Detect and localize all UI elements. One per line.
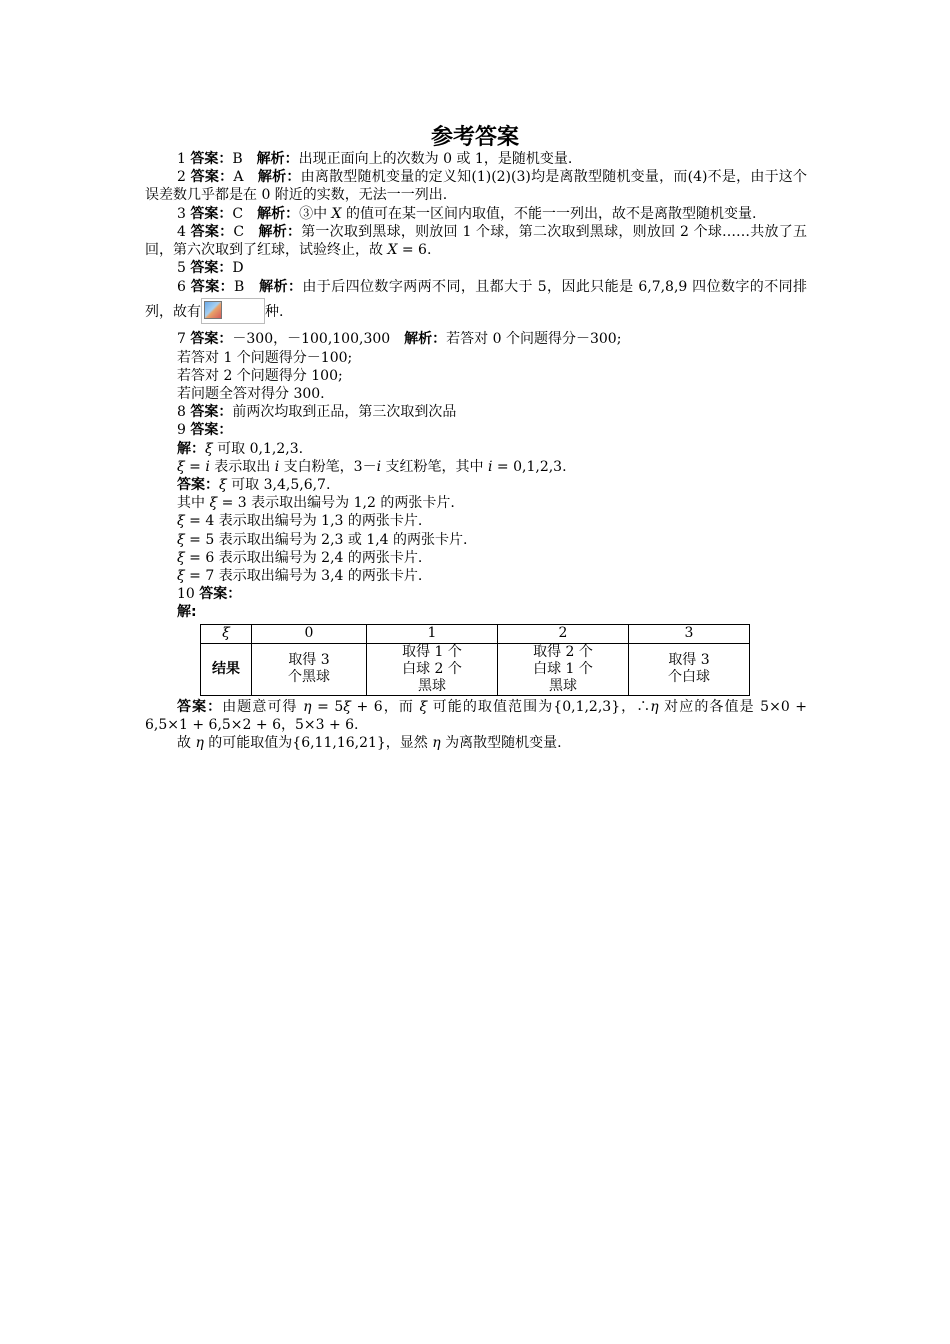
solution-line: [145, 458, 807, 476]
answer-line: [145, 494, 807, 512]
explanation-line: 若答对 1 个问题得分－100;: [177, 349, 353, 366]
answer-text: = 7 表示取出编号为 3,4 的两张卡片.: [184, 568, 423, 585]
broken-image-icon: [204, 301, 222, 319]
math-variable: ξ: [177, 568, 185, 585]
answer-item-4: [145, 223, 807, 259]
explanation-label: 解析：: [259, 279, 303, 296]
answer-value: A: [233, 169, 244, 186]
answer-text: = 5: [311, 698, 344, 715]
answer-text: 对应的各值是 5×0 + 6,5×1 + 6,5×2 + 6，5×3 + 6.: [145, 698, 807, 733]
table-header-cell: 3: [629, 624, 750, 643]
math-variable: ξ: [209, 495, 218, 512]
page-title: 参考答案: [430, 125, 519, 150]
answer-label: 答案：: [177, 477, 219, 494]
table-row: [201, 643, 750, 695]
answer-value: －300，－100,100,300: [232, 331, 391, 348]
math-variable: ξ: [343, 698, 351, 715]
answer-label: 答案：: [190, 260, 233, 277]
explanation-text: 种.: [265, 304, 284, 321]
item-number: 5: [177, 260, 186, 277]
answer-value: C: [232, 205, 244, 222]
answer-label: 答案：: [190, 151, 233, 167]
math-variable: X: [387, 242, 398, 259]
answer-text: + 6，而: [350, 698, 420, 715]
math-variable: η: [195, 735, 204, 752]
answer-item-5: [145, 259, 807, 277]
math-variable: ξ: [177, 458, 185, 475]
answer-text: = 5 表示取出编号为 2,3 或 1,4 的两张卡片.: [184, 531, 468, 548]
math-variable: η: [303, 698, 312, 715]
answer-item-10: [145, 585, 807, 603]
math-variable: i: [274, 458, 280, 475]
explanation-text: 第一次取到黑球，则放回 1 个球，第二次取到黑球，则放回 2 个球……共放了五回，第六次取到了红球，试验终止，故: [145, 223, 807, 259]
cell-line: 黑球: [549, 677, 577, 694]
explanation-text: 由离散型随机变量的定义知(1)(2)(3)均是离散型随机变量，而(4)不是，由于这个误差数几乎都是在 0 附近的实数，无法一一列出.: [145, 169, 808, 204]
math-variable: i: [376, 458, 382, 475]
cell-line: 白球 1 个: [533, 660, 593, 677]
answer-value: D: [232, 260, 244, 277]
answer-text: 由题意可得: [222, 698, 304, 715]
answer-text: 其中: [177, 495, 210, 512]
cell-line: 取得 1 个: [402, 643, 462, 660]
answer-line: [145, 512, 807, 530]
solution-line: [145, 603, 807, 621]
explanation-label: 解析：: [258, 223, 302, 240]
item-number: 6: [177, 279, 186, 296]
answer-line: [145, 476, 807, 494]
explanation-text: 的值可在某一区间内取值，不能一一列出，故不是离散型随机变量.: [341, 205, 757, 222]
answer-value: 前两次均取到正品，第三次取到次品: [232, 404, 457, 421]
answer-label: 答案：: [190, 169, 234, 186]
cell-line: 白球 2 个: [402, 660, 462, 677]
cell-line: 黑球: [418, 677, 446, 694]
answer-item-6: [145, 277, 807, 324]
answer-text: 可取 3,4,5,6,7.: [226, 477, 331, 494]
cell-line: 取得 3: [668, 652, 710, 669]
answer-label: 答案：: [190, 223, 234, 240]
answer-line: [145, 698, 807, 734]
answer-text: = 6 表示取出编号为 2,4 的两张卡片.: [184, 549, 423, 566]
explanation-text: 由于后四位数字两两不同，且都大于 5，因此只能是 6,7,8,9 四位数字的不同排列，故有: [145, 279, 808, 321]
answer-item-9: [145, 421, 807, 439]
item-number: 9: [177, 422, 186, 439]
answer-text: 为离散型随机变量.: [440, 735, 562, 752]
item-number: 2: [177, 169, 186, 186]
answer-item-3: [145, 205, 807, 223]
table-cell: [252, 643, 367, 695]
answer-text: 可能的取值范围为{0,1,2,3}，∴: [427, 698, 651, 715]
item-number: 4: [177, 223, 186, 240]
answer-item-7: [145, 330, 807, 348]
explanation-text: 出现正面向上的次数为 0 或 1，是随机变量.: [298, 151, 573, 167]
answer-label: 答案：: [190, 422, 233, 439]
answer-value: B: [232, 151, 243, 167]
cell-line: 个白球: [668, 669, 710, 686]
table-header-cell: ξ: [201, 624, 252, 643]
answer-line: [145, 567, 807, 585]
answer-label: 答案：: [199, 586, 242, 603]
table-header-cell: 2: [498, 624, 629, 643]
answer-text: 的可能取值为{6,11,16,21}，显然: [203, 735, 433, 752]
item-number: 7: [177, 331, 186, 348]
answer-label: 答案：: [190, 404, 233, 421]
explanation-label: 解析：: [256, 151, 299, 167]
table-cell: [629, 643, 750, 695]
math-variable: X: [331, 205, 342, 222]
item-number: 8: [177, 404, 186, 421]
answer-text: = 4 表示取出编号为 1,3 的两张卡片.: [184, 513, 423, 530]
answer-label: 答案：: [177, 698, 223, 715]
math-variable: ξ: [177, 531, 185, 548]
answer-label: 答案：: [190, 205, 233, 222]
answer-item-8: [145, 403, 807, 421]
math-variable: ξ: [419, 698, 428, 715]
formula-image-placeholder: [201, 298, 265, 324]
solution-label: 解：: [177, 440, 205, 457]
explanation-label: 解析：: [257, 169, 301, 186]
table-cell: [498, 643, 629, 695]
answer-text: 故: [177, 735, 196, 752]
table-cell: [367, 643, 498, 695]
answer-label: 答案：: [190, 331, 233, 348]
answer-line: [145, 549, 807, 567]
solution-line: [145, 440, 807, 458]
solution-text: 支红粉笔，其中: [381, 458, 488, 475]
item-number: 3: [177, 205, 186, 222]
solution-text: = 0,1,2,3.: [492, 458, 567, 475]
math-variable: i: [205, 458, 210, 475]
table-header-cell: 0: [252, 624, 367, 643]
math-variable: ξ: [177, 549, 185, 566]
solution-text: 可取 0,1,2,3.: [212, 440, 304, 457]
math-variable: ξ: [219, 477, 227, 494]
table-header-row: [201, 624, 750, 643]
math-variable: i: [487, 458, 493, 475]
cell-line: 个黑球: [288, 669, 330, 686]
item-number: 10: [177, 586, 195, 603]
answer-value: C: [233, 223, 245, 240]
answer-value: B: [234, 279, 245, 296]
answer-item-2: [145, 168, 807, 204]
table-row-header: 结果: [201, 643, 252, 695]
solution-text: 表示取出: [209, 458, 275, 475]
answer-line: [145, 734, 807, 752]
solution-text: 支白粉笔，3－: [279, 458, 377, 475]
explanation-line: 若答对 2 个问题得分 100;: [177, 367, 343, 384]
math-variable: η: [650, 698, 659, 715]
math-variable: ξ: [205, 440, 213, 457]
math-variable: η: [432, 735, 441, 752]
explanation-text: 若答对 0 个问题得分－300;: [446, 331, 622, 348]
math-variable: ξ: [177, 513, 185, 530]
answer-text: = 3 表示取出编号为 1,2 的两张卡片.: [217, 495, 455, 512]
item-number: 1: [177, 151, 186, 167]
solution-text: =: [184, 458, 206, 475]
explanation-label: 解析：: [404, 331, 447, 348]
cell-line: 取得 3: [288, 652, 330, 669]
answer-item-1: [145, 150, 807, 168]
result-table: [200, 624, 750, 696]
explanation-text: ③中: [299, 205, 332, 222]
explanation-line: 若问题全答对得分 300.: [177, 386, 325, 403]
explanation-label: 解析：: [257, 205, 300, 222]
answer-line: [145, 531, 807, 549]
table-header-cell: 1: [367, 624, 498, 643]
solution-label: 解:: [177, 604, 197, 621]
answer-label: 答案：: [190, 279, 235, 296]
cell-line: 取得 2 个: [533, 643, 593, 660]
answer-content: [145, 150, 807, 752]
explanation-text: = 6.: [397, 242, 432, 259]
